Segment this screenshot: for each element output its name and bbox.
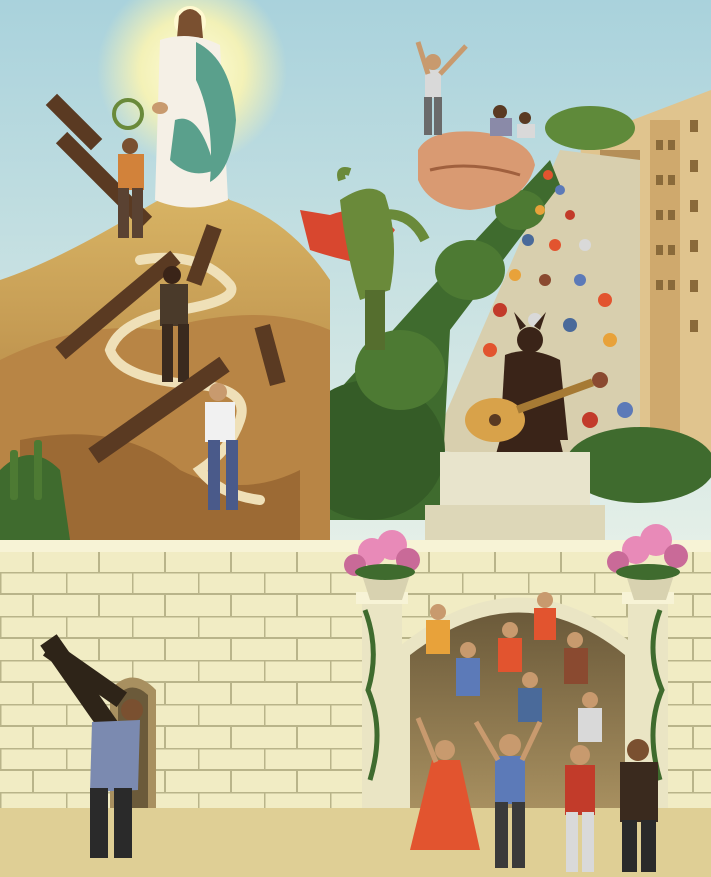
gate-pedestal <box>425 452 605 540</box>
distant-trees <box>545 106 635 150</box>
